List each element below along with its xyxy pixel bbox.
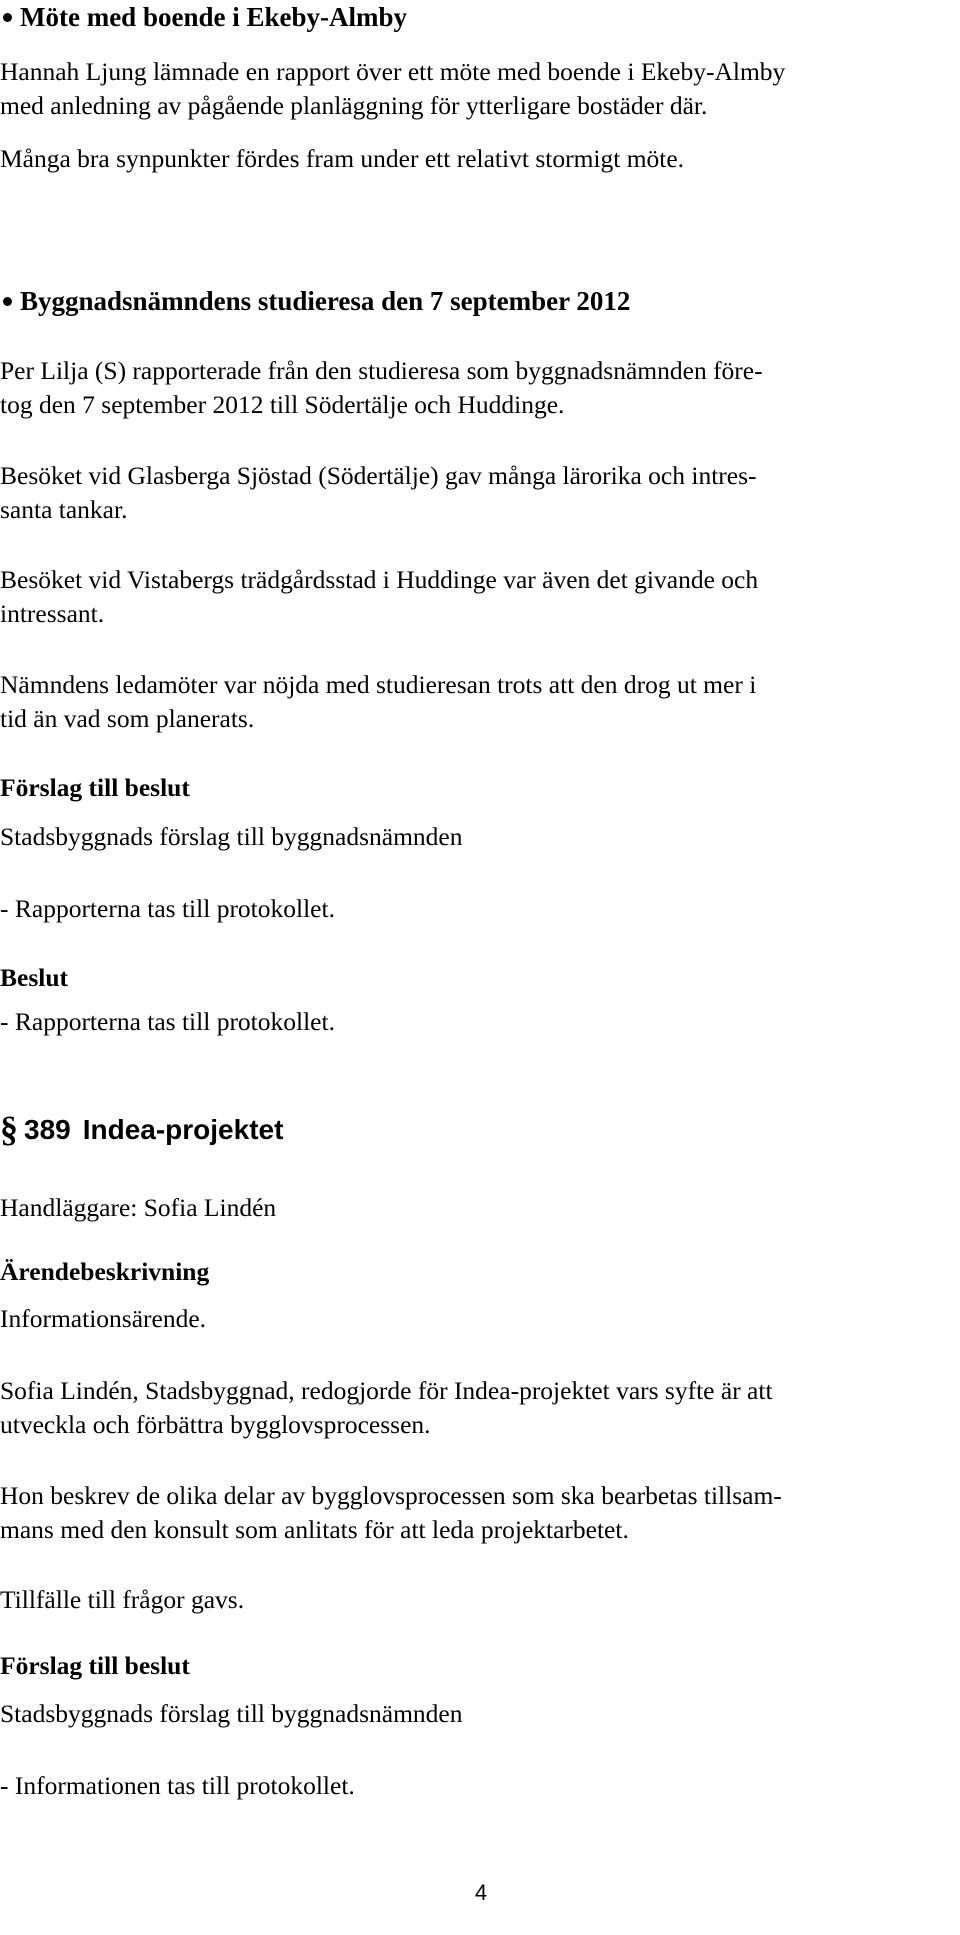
text-line: Besöket vid Vistabergs trädgårdsstad i Huddinge var även det givande och (0, 565, 759, 594)
decision-item: - Rapporterna tas till protokollet. (0, 1007, 335, 1036)
paragraph-studytrip-report (0, 354, 763, 422)
text-line: Besöket vid Glasberga Sjöstad (Södertälje) gav många lärorika och intres- (0, 461, 757, 490)
text-line: intressant. (0, 599, 105, 628)
paragraph-questions: Tillfälle till frågor gavs. (0, 1585, 245, 1614)
description-heading: Ärendebeskrivning (0, 1257, 210, 1286)
text-line: med anledning av pågående planläggning för ytterligare bostäder där. (0, 91, 708, 120)
proposal-item: - Rapporterna tas till protokollet. (0, 894, 335, 923)
bullet-heading-studytrip (0, 284, 630, 318)
proposal-heading: Förslag till beslut (0, 1651, 190, 1680)
heading-text: Möte med boende i Ekeby-Almby (20, 2, 407, 32)
text-line: santa tankar. (0, 495, 128, 524)
text-line: Nämndens ledamöter var nöjda med studieresan trots att den drog ut mer i (0, 670, 757, 699)
paragraph-indea-purpose (0, 1374, 773, 1442)
text-line: mans med den konsult som anlitats för att leda projektarbetet. (0, 1515, 629, 1544)
proposal-text: Stadsbyggnads förslag till byggnadsnämnden (0, 822, 463, 851)
paragraph-vistaberg (0, 563, 758, 631)
paragraph-members (0, 668, 756, 736)
handler-line: Handläggare: Sofia Lindén (0, 1193, 277, 1222)
text-line: Hannah Ljung lämnade en rapport över ett möte med boende i Ekeby-Almby (0, 57, 786, 86)
paragraph-glasberga (0, 459, 757, 527)
text-line: utveckla och förbättra bygglovsprocessen. (0, 1410, 431, 1439)
paragraph-indea-process (0, 1479, 782, 1547)
page-number-text: 4 (474, 1880, 488, 1905)
paragraph-meeting-opinions (0, 142, 684, 176)
text-line: Hon beskrev de olika delar av bygglovsprocessen som ska bearbetas tillsam- (0, 1481, 782, 1510)
text-line: Många bra synpunkter fördes fram under ett relativt stormigt möte. (0, 144, 685, 173)
paragraph-number: 389 (24, 1114, 71, 1145)
paragraph-meeting-report (0, 55, 785, 123)
bullet-heading-meeting (0, 0, 407, 34)
page-number (0, 1880, 960, 1906)
text-line: tid än vad som planerats. (0, 704, 255, 733)
decision-heading: Beslut (0, 963, 69, 992)
paragraph-heading-indea (0, 1110, 283, 1147)
proposal-text: Stadsbyggnads förslag till byggnadsnämnden (0, 1699, 463, 1728)
paragraph-title: Indea-projektet (82, 1114, 284, 1145)
bullet-icon (3, 13, 12, 22)
description-text: Informationsärende. (0, 1304, 207, 1333)
text-line: Per Lilja (S) rapporterade från den studieresa som byggnadsnämnden före- (0, 356, 763, 385)
text-line: Sofia Lindén, Stadsbyggnad, redogjorde för Indea-projektet vars syfte är att (0, 1376, 773, 1405)
proposal-item: - Informationen tas till protokollet. (0, 1771, 355, 1800)
heading-text: Byggnadsnämndens studieresa den 7 september 2012 (20, 286, 631, 316)
proposal-heading: Förslag till beslut (0, 773, 190, 802)
paragraph-sign: § (0, 1109, 18, 1149)
bullet-icon (3, 297, 12, 306)
text-line: tog den 7 september 2012 till Södertälje och Huddinge. (0, 390, 565, 419)
